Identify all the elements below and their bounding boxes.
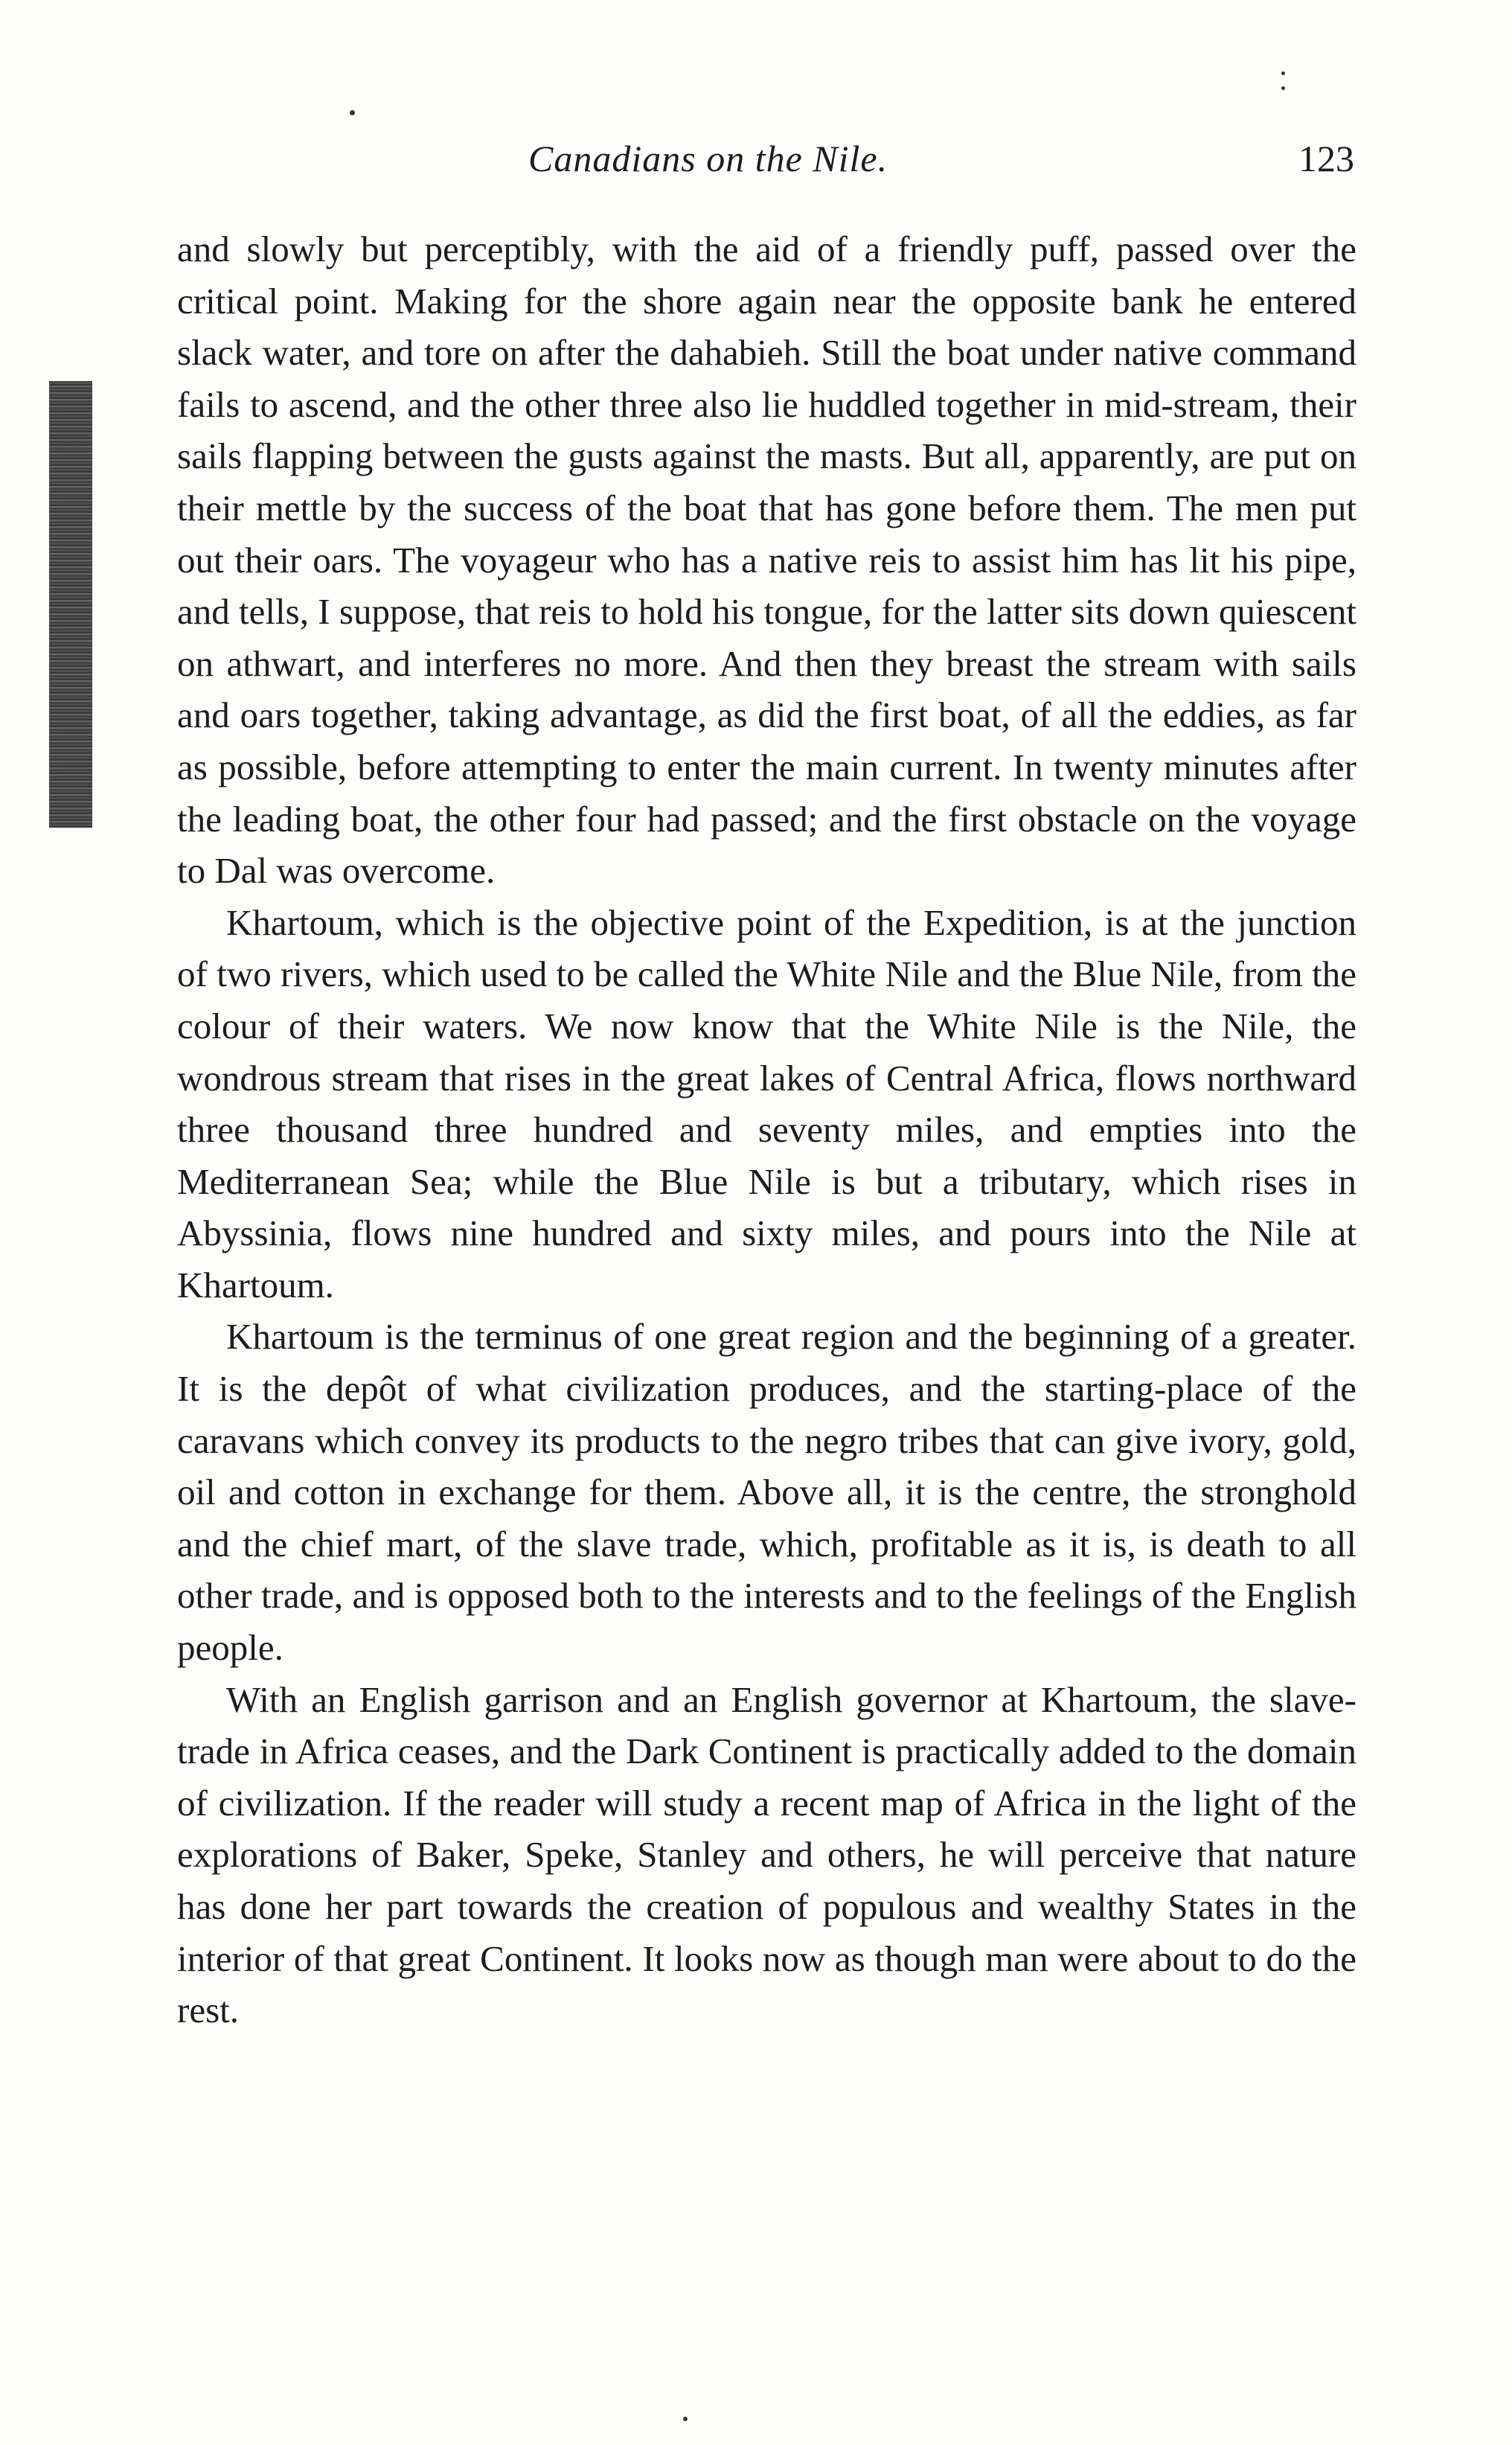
- scan-speck: [683, 2417, 688, 2421]
- scan-speck: [1281, 86, 1285, 90]
- paragraph: Khartoum is the terminus of one great region and the beginning of a greater. It is the depôt of what civilization produces, and the starting-place of the caravans which convey its products to the negro tribes that can give ivory, gold, oil and cotton in exchange for them. Above all, it is the centre, the stronghold and the chief mart, of the slave trade, which, profitable as it is, is death to all other trade, and is opposed both to the interests and to the feelings of the English people.: [177, 1316, 1356, 1669]
- page-header: [179, 137, 1354, 189]
- paragraph: and slowly but perceptibly, with the aid of a friendly puff, passed over the critical point. Making for the shore again near the opposite bank he entered slack water, and tore on after the dahabieh. Still the boat under native command fails to ascend, and the other three also lie huddled together in mid-stream, their sails flapping between the gusts against the masts. But all, apparently, are put on their mettle by the success of the boat that has gone before them. The men put out their oars. The voyageur who has a native reis to assist him has lit his pipe, and tells, I suppose, that reis to hold his tongue, for the latter sits down quiescent on athwart, and interferes no more. And then they breast the stream with sails and oars together, taking advantage, as did the first boat, of all the eddies, as far as possible, before attempting to enter the main current. In twenty minutes after the leading boat, the other four had passed; and the first obstacle on the voyage to Dal was overcome.: [177, 228, 1356, 892]
- paragraph: With an English garrison and an English governor at Khartoum, the slave-trade in Africa ceases, and the Dark Continent is practically added to the domain of civilization. If the reader will study a recent map of Africa in the light of the explorations of Baker, Speke, Stanley and others, he will perceive that nature has done her part towards the creation of populous and wealthy States in the interior of that great Continent. It looks now as though man were about to do the rest.: [177, 1678, 1356, 2031]
- paragraph: Khartoum, which is the objective point of the Expedition, is at the junction of two rivers, which used to be called the White Nile and the Blue Nile, from the colour of their waters. We now know that the White Nile is the Nile, the wondrous stream that rises in the great lakes of Central Africa, flows northward three thousand three hundred and seventy miles, and empties into the Mediterranean Sea; while the Blue Nile is but a tributary, which rises in Abyssinia, flows nine hundred and sixty miles, and pours into the Nile at Khartoum.: [177, 901, 1356, 1305]
- scan-speck: [1281, 71, 1285, 75]
- running-title: Canadians on the Nile.: [528, 138, 888, 179]
- scan-speck: [350, 110, 355, 115]
- body-text: [177, 223, 1356, 2036]
- scan-margin-artifact: [49, 381, 92, 828]
- page-number: 123: [1298, 138, 1354, 179]
